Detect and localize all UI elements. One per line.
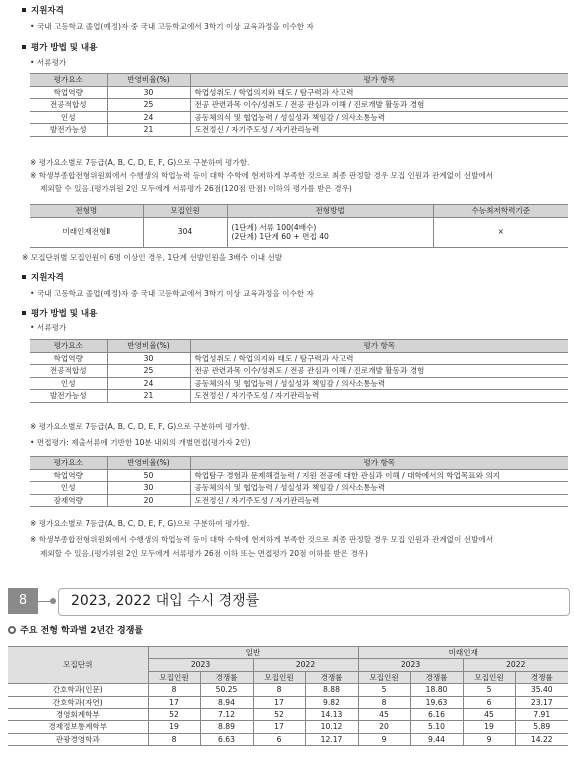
- qualification-text: • 국내 고등학교 졸업(예정)자 중 국내 고등학교에서 3학기 이상 교육과정을 이수한 자: [30, 22, 314, 31]
- selection-count: 304: [143, 217, 227, 247]
- table-cell: 8.88: [305, 684, 358, 696]
- table-header: 모집인원: [358, 671, 410, 683]
- table-header: 2023: [148, 659, 253, 671]
- method-heading: 평가 방법 및 내용: [22, 309, 97, 320]
- table-cell: 19: [463, 721, 515, 733]
- table-cell: 25: [107, 365, 190, 378]
- table-cell: 30: [107, 86, 190, 99]
- table-row: [30, 482, 568, 495]
- table-cell: 50.25: [200, 684, 253, 696]
- table-cell: 학업탐구 경험과 문제해결능력 / 지원 전공에 대한 관심과 이해 / 대학에서의 학업목표와 의지: [190, 469, 568, 482]
- table-header: 경쟁률: [305, 671, 358, 683]
- table-header: 모집인원: [463, 671, 515, 683]
- table-cell: 6: [253, 733, 305, 745]
- connector-dot-icon: [50, 598, 56, 604]
- table-cell: 8: [148, 684, 200, 696]
- table-header: 경쟁률: [515, 671, 568, 683]
- table-header: 전형방법: [227, 205, 433, 218]
- table-row: [30, 469, 568, 482]
- table-row: [8, 696, 568, 708]
- table-cell: 도전정신 / 자기주도성 / 자기관리능력: [190, 494, 568, 507]
- qualification-heading: 지원자격: [22, 6, 64, 17]
- table-header: 모집인원: [148, 671, 200, 683]
- table-header: 일반: [148, 647, 358, 659]
- selection-table: [30, 204, 568, 248]
- table-cell: 관광경영학과: [8, 733, 148, 745]
- table-row: [30, 111, 568, 124]
- table-header: 평가 항목: [190, 457, 568, 470]
- table-row: [30, 217, 568, 247]
- table-cell: 전공적합성: [30, 365, 107, 378]
- table-cell: 5.10: [410, 721, 463, 733]
- table-cell: 50: [107, 469, 190, 482]
- square-bullet-icon: [22, 275, 26, 279]
- table-cell: 17: [148, 696, 200, 708]
- table-cell: 전공적합성: [30, 99, 107, 112]
- table-cell: 공동체의식 및 협업능력 / 성실성과 책임감 / 의사소통능력: [190, 377, 568, 390]
- table-cell: 9: [358, 733, 410, 745]
- table-cell: 30: [107, 482, 190, 495]
- note: ※ 학생부종합전형위원회에서 수행생의 학업능력 등이 대학 수학에 현저하게 부족한 것으로 최종 판정할 경우 모집 인원과 관계없이 선발에서: [30, 535, 494, 544]
- table-cell: 24: [107, 111, 190, 124]
- table-cell: 52: [148, 708, 200, 720]
- selection-csat: ×: [433, 217, 568, 247]
- table-cell: 학업역량: [30, 86, 107, 99]
- table-cell: 17: [253, 696, 305, 708]
- table-row: [30, 390, 568, 403]
- table-cell: 발전가능성: [30, 390, 107, 403]
- section-title: 2023, 2022 대입 수시 경쟁률: [58, 588, 570, 616]
- table-cell: 35.40: [515, 684, 568, 696]
- table-cell: 간호학과(자연): [8, 696, 148, 708]
- table-cell: 30: [107, 352, 190, 365]
- table-cell: 23.17: [515, 696, 568, 708]
- table-cell: 19: [148, 721, 200, 733]
- table-cell: 12.17: [305, 733, 358, 745]
- document-eval-table: [30, 339, 568, 403]
- table-header: 2023: [358, 659, 463, 671]
- table-cell: 8: [358, 696, 410, 708]
- table-cell: 8: [253, 684, 305, 696]
- section-number: 8: [8, 588, 38, 614]
- table-cell: 경영회계학부: [8, 708, 148, 720]
- method-heading: 평가 방법 및 내용: [22, 43, 97, 54]
- table-row: [30, 124, 568, 137]
- table-cell: 인성: [30, 377, 107, 390]
- ring-bullet-icon: [8, 626, 16, 634]
- note: ※ 평가요소별로 7등급(A, B, C, D, E, F, G)으로 구분하여 평가함.: [30, 158, 250, 167]
- table-cell: 14.22: [515, 733, 568, 745]
- table-row: [8, 684, 568, 696]
- table-cell: 간호학과(인문): [8, 684, 148, 696]
- document-eval-table: [30, 73, 568, 137]
- table-header: 반영비율(%): [107, 74, 190, 87]
- note: ※ 평가요소별로 7등급(A, B, C, D, E, F, G)으로 구분하여 평가함.: [30, 519, 250, 528]
- table-cell: 6.63: [200, 733, 253, 745]
- table-cell: 전공 관련과목 이수/성취도 / 전공 관심과 이해 / 진로개발 활동과 경험: [190, 99, 568, 112]
- table-cell: 도전정신 / 자기주도성 / 자기관리능력: [190, 124, 568, 137]
- table-cell: 7.12: [200, 708, 253, 720]
- table-cell: 전공 관련과목 이수/성취도 / 전공 관심과 이해 / 진로개발 활동과 경험: [190, 365, 568, 378]
- table-row: [8, 733, 568, 745]
- interview-label: • 면접평가: 제출서류에 기반한 10분 내외의 개별면접(평가자 2인): [30, 438, 251, 447]
- table-cell: 14.13: [305, 708, 358, 720]
- table-header: 미래인재: [358, 647, 568, 659]
- note: 제외할 수 있음.(평가위원 2인 모두에게 서류평가 26점 이하 또는 면접평가 20점 이하를 받은 경우): [40, 549, 368, 558]
- table-row: [30, 99, 568, 112]
- table-cell: 5: [463, 684, 515, 696]
- table-header: 평가요소: [30, 74, 107, 87]
- table-row: [8, 708, 568, 720]
- table-cell: 52: [253, 708, 305, 720]
- table-cell: 10.12: [305, 721, 358, 733]
- table-header: 평가요소: [30, 340, 107, 353]
- table-header: 경쟁률: [200, 671, 253, 683]
- table-header: 반영비율(%): [107, 457, 190, 470]
- table-cell: 5: [358, 684, 410, 696]
- table-cell: 잠재역량: [30, 494, 107, 507]
- note: ※ 평가요소별로 7등급(A, B, C, D, E, F, G)으로 구분하여 평가함.: [30, 422, 250, 431]
- table-cell: 45: [358, 708, 410, 720]
- table-cell: 8: [148, 733, 200, 745]
- table-header: 전형명: [30, 205, 143, 218]
- document-eval-label: • 서류평가: [30, 58, 67, 67]
- document-eval-label: • 서류평가: [30, 323, 67, 332]
- table-cell: 20: [358, 721, 410, 733]
- table-cell: 9: [463, 733, 515, 745]
- table-cell: 학업성취도 / 학업의지와 태도 / 탐구력과 사고력: [190, 352, 568, 365]
- table-row: [30, 365, 568, 378]
- table-row: [30, 494, 568, 507]
- table-cell: 발전가능성: [30, 124, 107, 137]
- square-bullet-icon: [22, 45, 26, 49]
- table-header: 2022: [253, 659, 358, 671]
- table-header: 모집인원: [253, 671, 305, 683]
- table-header: 평가 항목: [190, 74, 568, 87]
- selection-note: ※ 모집단위별 모집인원이 6명 이상인 경우, 1단계 선발인원을 3배수 이내 선발: [22, 253, 283, 262]
- table-cell: 21: [107, 390, 190, 403]
- table-cell: 20: [107, 494, 190, 507]
- table-cell: 5.89: [515, 721, 568, 733]
- table-cell: 공동체의식 및 협업능력 / 성실성과 책임감 / 의사소통능력: [190, 482, 568, 495]
- table-cell: 25: [107, 99, 190, 112]
- table-cell: 학업성취도 / 학업의지와 태도 / 탐구력과 사고력: [190, 86, 568, 99]
- table-header: 경쟁률: [410, 671, 463, 683]
- note: 제외할 수 있음.(평가위원 2인 모두에게 서류평가 26점(120점 만점) 이하의 평가를 받은 경우): [40, 184, 352, 193]
- table-cell: 8.89: [200, 721, 253, 733]
- table-header: 2022: [463, 659, 568, 671]
- table-cell: 6.16: [410, 708, 463, 720]
- table-cell: 45: [463, 708, 515, 720]
- table-cell: 17: [253, 721, 305, 733]
- table-header: 평가 항목: [190, 340, 568, 353]
- sub-heading: 주요 전형 학과별 2년간 경쟁률: [8, 626, 143, 637]
- table-row: [8, 721, 568, 733]
- table-cell: 인성: [30, 111, 107, 124]
- table-header: 모집인원: [143, 205, 227, 218]
- table-row: [30, 352, 568, 365]
- square-bullet-icon: [22, 8, 26, 12]
- table-cell: 9.44: [410, 733, 463, 745]
- table-header: 반영비율(%): [107, 340, 190, 353]
- selection-method: (1단계) 서류 100(4배수) (2단계) 1단계 60 + 면접 40: [227, 217, 433, 247]
- table-cell: 경제정보통계학부: [8, 721, 148, 733]
- table-cell: 19.63: [410, 696, 463, 708]
- square-bullet-icon: [22, 311, 26, 315]
- table-cell: 21: [107, 124, 190, 137]
- table-row: [30, 377, 568, 390]
- table-cell: 인성: [30, 482, 107, 495]
- table-row: [30, 86, 568, 99]
- interview-eval-table: [30, 456, 568, 507]
- section-header: [8, 588, 568, 618]
- table-header: 모집단위: [8, 647, 148, 684]
- table-header: 수능최저학력기준: [433, 205, 568, 218]
- table-cell: 18.80: [410, 684, 463, 696]
- qualification-text: • 국내 고등학교 졸업(예정)자 중 국내 고등학교에서 3학기 이상 교육과정을 이수한 자: [30, 289, 314, 298]
- qualification-heading: 지원자격: [22, 273, 64, 284]
- table-cell: 학업역량: [30, 352, 107, 365]
- note: ※ 학생부종합전형위원회에서 수행생의 학업능력 등이 대학 수학에 현저하게 부족한 것으로 최종 판정할 경우 모집 인원과 관계없이 선발에서: [30, 171, 494, 180]
- table-cell: 도전정신 / 자기주도성 / 자기관리능력: [190, 390, 568, 403]
- table-cell: 7.91: [515, 708, 568, 720]
- table-cell: 6: [463, 696, 515, 708]
- table-cell: 학업역량: [30, 469, 107, 482]
- selection-name: 미래인재전형Ⅱ: [30, 217, 143, 247]
- table-cell: 8.94: [200, 696, 253, 708]
- table-cell: 24: [107, 377, 190, 390]
- table-cell: 공동체의식 및 협업능력 / 성실성과 책임감 / 의사소통능력: [190, 111, 568, 124]
- competition-ratio-table: [8, 646, 568, 746]
- table-cell: 9.82: [305, 696, 358, 708]
- table-header: 평가요소: [30, 457, 107, 470]
